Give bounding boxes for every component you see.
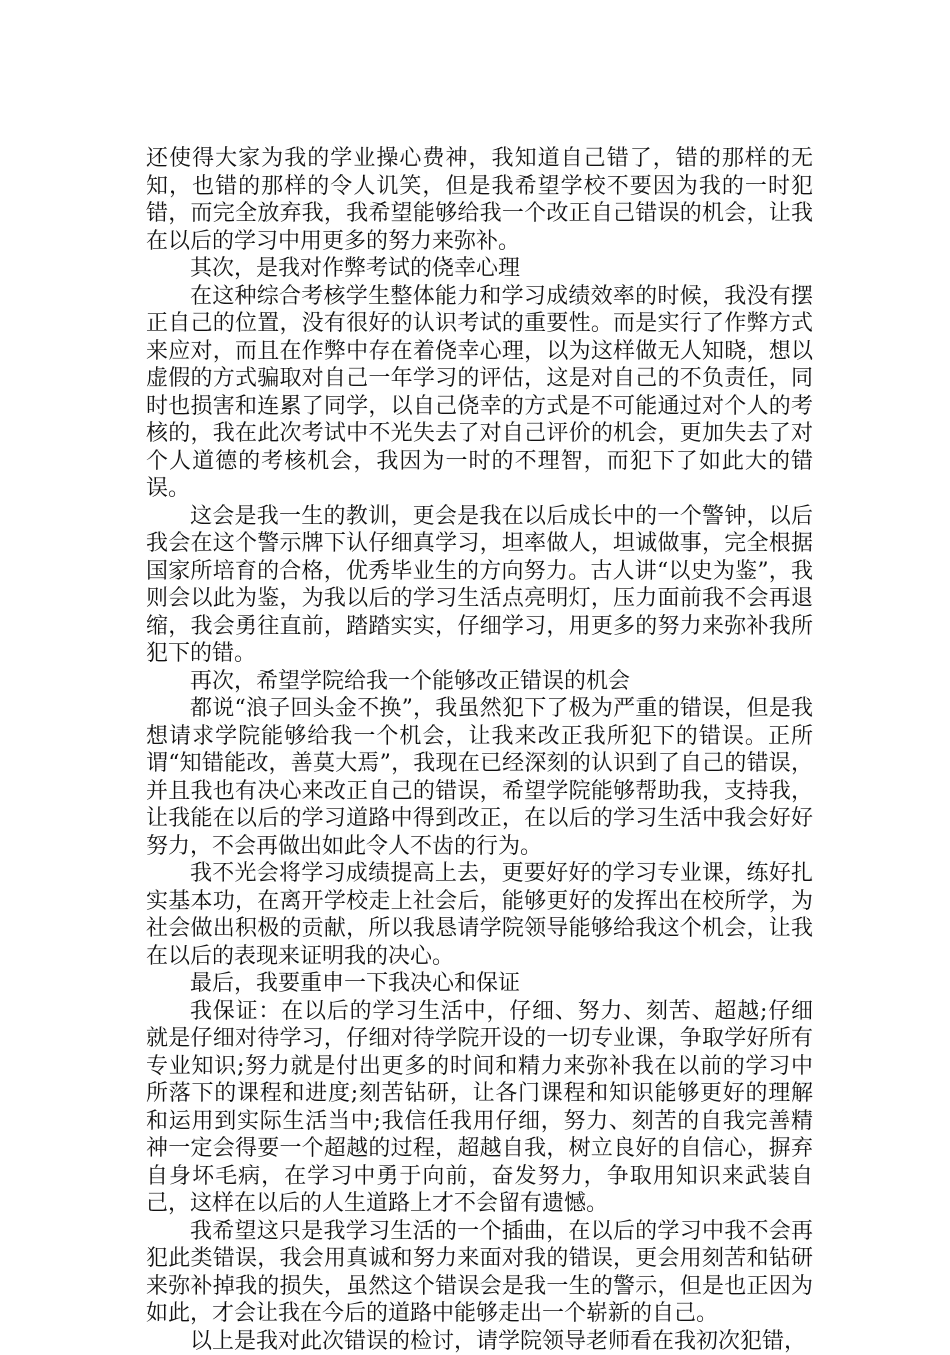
paragraph: 以上是我对此次错误的检讨，请学院领导老师看在我初次犯错， (146, 1328, 813, 1355)
section-heading-third: 再次，希望学院给我一个能够改正错误的机会 (146, 668, 813, 696)
paragraph-continuation: 还使得大家为我的学业操心费神，我知道自己错了，错的那样的无知，也错的那样的令人讥笑，但是我希望学校不要因为我的一时犯错，而完全放弃我，我希望能够给我一个改正自己错误的机会，让我在以后的学习中用更多的努力来弥补。 (146, 145, 813, 255)
paragraph: 都说“浪子回头金不换”，我虽然犯下了极为严重的错误，但是我想请求学院能够给我一个机会，让我来改正我所犯下的错误。正所谓“知错能改，善莫大焉”，我现在已经深刻的认识到了自己的错误，并且我也有决心来改正自己的错误，希望学院能够帮助我，支持我，让我能在以后的学习道路中得到改正，在以后的学习生活中我会好好努力，不会再做出如此令人不齿的行为。 (146, 695, 813, 860)
document-body (146, 145, 813, 1355)
paragraph: 我保证：在以后的学习生活中，仔细、努力、刻苦、超越;仔细就是仔细对待学习，仔细对待学院开设的一切专业课，争取学好所有专业知识;努力就是付出更多的时间和精力来弥补我在以前的学习中所落下的课程和进度;刻苦钻研，让各门课程和知识能够更好的理解和运用到实际生活当中;我信任我用仔细，努力、刻苦的自我完善精神一定会得要一个超越的过程，超越自我，树立良好的自信心，摒弃自身坏毛病，在学习中勇于向前，奋发努力，争取用知识来武装自己，这样在以后的人生道路上才不会留有遗憾。 (146, 998, 813, 1218)
paragraph: 我希望这只是我学习生活的一个插曲，在以后的学习中我不会再犯此类错误，我会用真诚和努力来面对我的错误，更会用刻苦和钻研来弥补掉我的损失，虽然这个错误会是我一生的警示，但是也正因为如此，才会让我在今后的道路中能够走出一个崭新的自己。 (146, 1218, 813, 1328)
paragraph: 我不光会将学习成绩提高上去，更要好好的学习专业课，练好扎实基本功，在离开学校走上社会后，能够更好的发挥出在校所学，为社会做出积极的贡献，所以我恳请学院领导能够给我这个机会，让我在以后的表现来证明我的决心。 (146, 860, 813, 970)
section-heading-last: 最后，我要重申一下我决心和保证 (146, 970, 813, 998)
paragraph: 在这种综合考核学生整体能力和学习成绩效率的时候，我没有摆正自己的位置，没有很好的认识考试的重要性。而是实行了作弊方式来应对，而且在作弊中存在着侥幸心理，以为这样做无人知晓，想以虚假的方式骗取对自己一年学习的评估，这是对自己的不负责任，同时也损害和连累了同学，以自己侥幸的方式是不可能通过对个人的考核的，我在此次考试中不光失去了对自己评价的机会，更加失去了对个人道德的考核机会，我因为一时的不理智，而犯下了如此大的错误。 (146, 283, 813, 503)
paragraph: 这会是我一生的教训，更会是我在以后成长中的一个警钟，以后我会在这个警示牌下认仔细真学习，坦率做人，坦诚做事，完全根据国家所培育的合格，优秀毕业生的方向努力。古人讲“以史为鉴”，我则会以此为鉴，为我以后的学习生活点亮明灯，压力面前我不会再退缩，我会勇往直前，踏踏实实，仔细学习，用更多的努力来弥补我所犯下的错。 (146, 503, 813, 668)
section-heading-second: 其次，是我对作弊考试的侥幸心理 (146, 255, 813, 283)
